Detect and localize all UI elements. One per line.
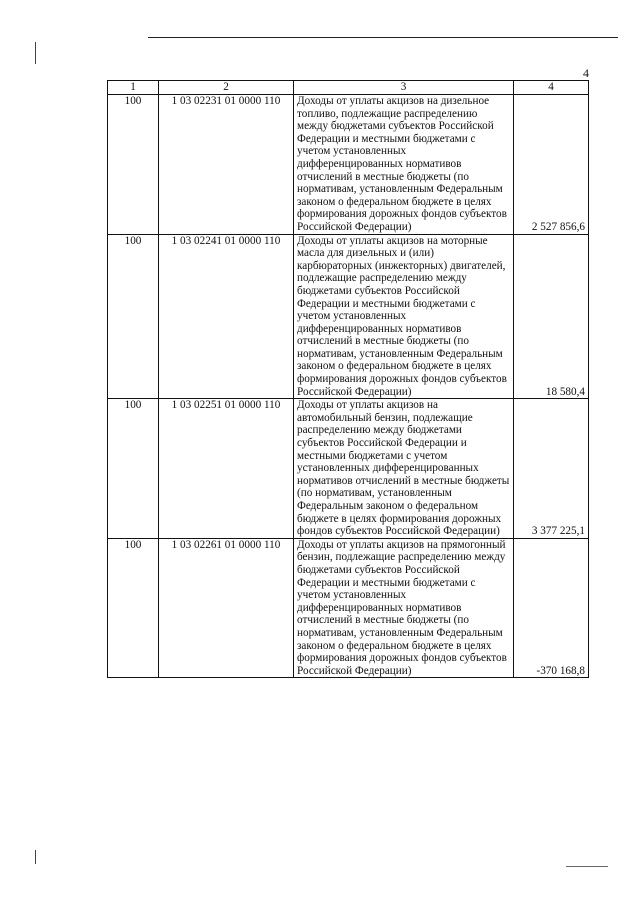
admin-code-cell: 100	[108, 234, 159, 399]
column-header: 4	[514, 81, 589, 95]
page-number: 4	[583, 66, 589, 80]
header-rule	[148, 37, 618, 38]
left-margin-mark-top	[35, 42, 36, 64]
budget-code-cell: 1 03 02251 01 0000 110	[159, 399, 294, 539]
amount-cell: 3 377 225,1	[514, 399, 589, 539]
amount-cell: 18 580,4	[514, 234, 589, 399]
header-row	[108, 81, 589, 95]
description-cell: Доходы от уплаты акцизов на дизельное топливо, подлежащие распределению между бюджетами субъектов Российской Федерации и местными бюджетами с учетом установленных дифференцированных нормативов отчислений в местные бюджеты (по нормативам, установленным Федеральным законом о федеральном бюджете в целях формирования дорожных фондов субъектов Российской Федерации)	[294, 95, 514, 235]
column-header: 1	[108, 81, 159, 95]
admin-code-cell: 100	[108, 538, 159, 678]
budget-code-cell: 1 03 02261 01 0000 110	[159, 538, 294, 678]
amount-cell: -370 168,8	[514, 538, 589, 678]
budget-code-cell: 1 03 02231 01 0000 110	[159, 95, 294, 235]
admin-code-cell: 100	[108, 95, 159, 235]
table-row	[108, 399, 589, 539]
description-cell: Доходы от уплаты акцизов на моторные масла для дизельных и (или) карбюраторных (инжекторных) двигателей, подлежащие распределению между бюджетами субъектов Российской Федерации и местными бюджетами с учетом установленных дифференцированных нормативов отчислений в местные бюджеты (по нормативам, установленным Федеральным законом о федеральном бюджете в целях формирования дорожных фондов субъектов Российской Федерации)	[294, 234, 514, 399]
footer-mark	[566, 866, 608, 867]
table-row	[108, 538, 589, 678]
description-cell: Доходы от уплаты акцизов на автомобильный бензин, подлежащие распределению между бюджетами субъектов Российской Федерации и местными бюджетами с учетом установленных дифференцированных нормативов отчислений в местные бюджеты (по нормативам, установленным Федеральным законом о федеральном бюджете в целях формирования дорожных фондов субъектов Российской Федерации)	[294, 399, 514, 539]
revenue-table	[107, 80, 589, 678]
description-cell: Доходы от уплаты акцизов на прямогонный бензин, подлежащие распределению между бюджетами субъектов Российской Федерации и местными бюджетами с учетом установленных дифференцированных нормативов отчислений в местные бюджеты (по нормативам, установленным Федеральным законом о федеральном бюджете в целях формирования дорожных фондов субъектов Российской Федерации)	[294, 538, 514, 678]
budget-code-cell: 1 03 02241 01 0000 110	[159, 234, 294, 399]
column-header: 2	[159, 81, 294, 95]
table-row	[108, 95, 589, 235]
amount-cell: 2 527 856,6	[514, 95, 589, 235]
column-header: 3	[294, 81, 514, 95]
table-row	[108, 234, 589, 399]
admin-code-cell: 100	[108, 399, 159, 539]
left-margin-mark-bottom	[35, 850, 36, 864]
